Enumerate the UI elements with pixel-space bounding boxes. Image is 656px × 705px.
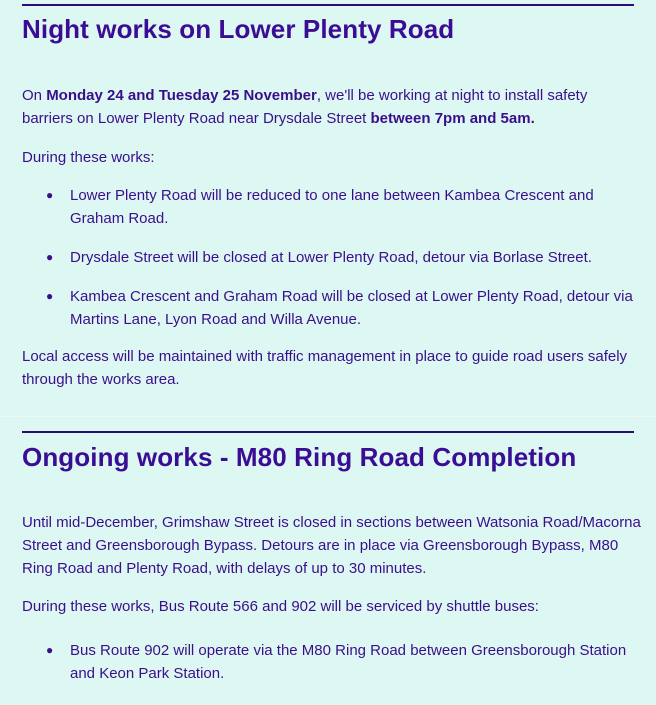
lead-text: During these works, Bus Route 566 and 902 will be serviced by shuttle buses:: [22, 598, 539, 615]
list-item: [22, 285, 637, 331]
list-item-text: Kambea Crescent and Graham Road will be closed at Lower Plenty Road, detour via Martins Lane, Lyon Road and Willa Avenue.: [70, 288, 633, 328]
intro-dates: Monday 24 and Tuesday 25 November: [46, 87, 317, 104]
intro-paragraph: Until mid-December, Grimshaw Street is closed in sections between Watsonia Road/Macorna Street and Greensborough Bypass. Detours are in place via Greensborough Bypass, M80 Ring Road and Plenty Road, with delays of up to 30 minutes.: [22, 514, 641, 577]
section-title: Ongoing works - M80 Ring Road Completion: [22, 442, 577, 472]
works-list: [22, 639, 637, 685]
closing-paragraph: Local access will be maintained with traffic management in place to guide road users safely through the works area.: [22, 348, 628, 388]
section-divider: [22, 431, 634, 433]
intro-paragraph: [22, 84, 642, 130]
list-item-text: Lower Plenty Road will be reduced to one lane between Kambea Crescent and Graham Road.: [70, 187, 594, 227]
list-item: [22, 184, 637, 230]
bullet-icon: ●: [46, 289, 54, 303]
bullet-icon: ●: [46, 250, 54, 264]
list-item: [22, 639, 637, 685]
section-title: Night works on Lower Plenty Road: [22, 14, 455, 44]
bullet-icon: ●: [46, 188, 54, 202]
bullet-icon: ●: [46, 643, 54, 657]
intro-text: , we'll be working at night to install safety barriers on Lower Plenty Road near Drysdale Street: [22, 87, 588, 127]
list-item: [22, 246, 637, 269]
list-item-text: Drysdale Street will be closed at Lower Plenty Road, detour via Borlase Street.: [70, 249, 592, 266]
intro-text: On: [22, 87, 47, 104]
ongoing-works-section: [0, 416, 656, 705]
works-list: [22, 184, 637, 331]
section-divider: [22, 4, 634, 6]
intro-hours: between 7pm and 5am.: [370, 110, 535, 127]
lead-text: During these works:: [22, 149, 155, 166]
list-item-text: Bus Route 902 will operate via the M80 Ring Road between Greensborough Station and Keon Park Station.: [70, 642, 627, 682]
